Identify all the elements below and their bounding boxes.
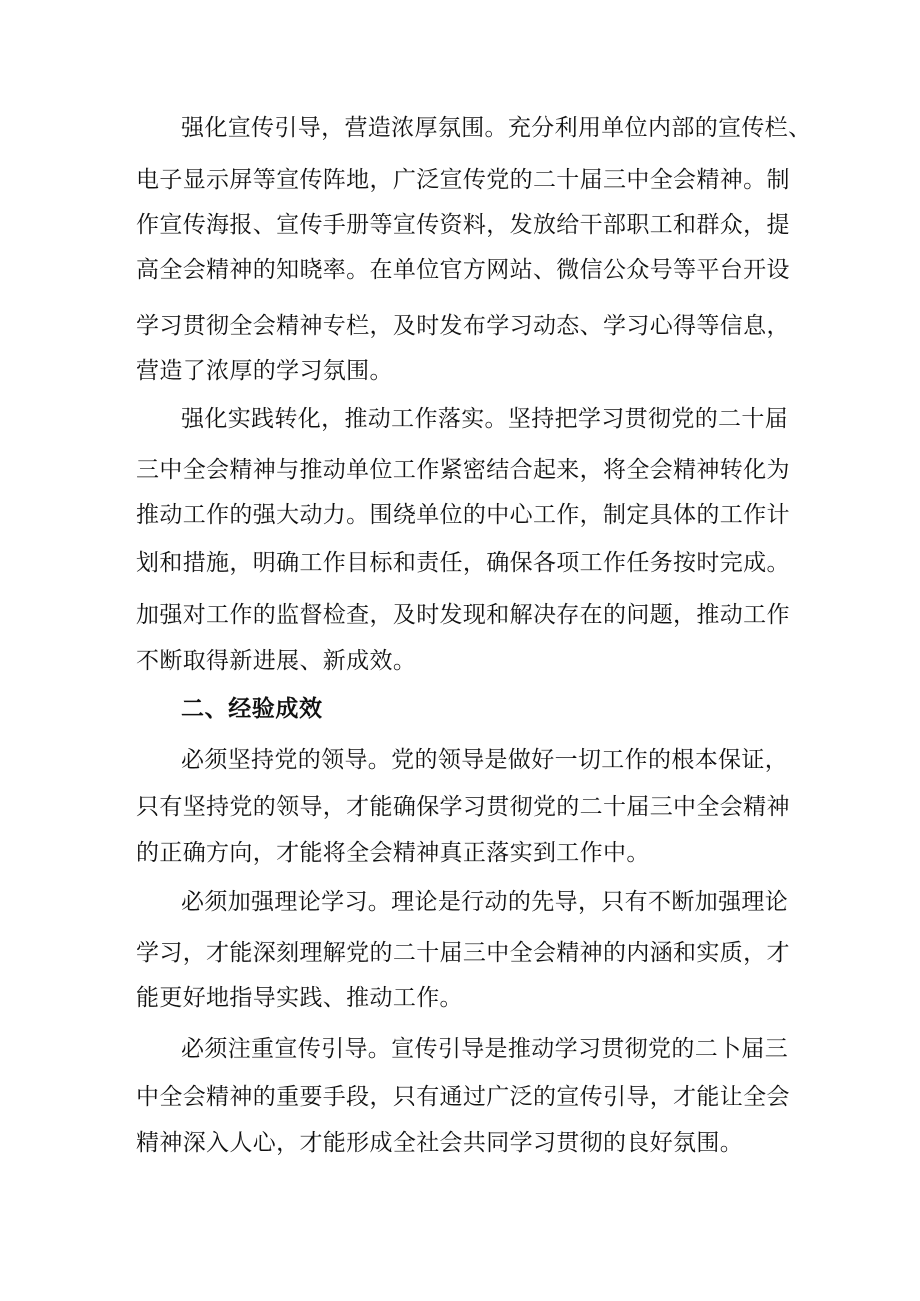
paragraph-line: 必须注重宣传引导。宣传引导是推动学习贯彻党的二卜届三: [181, 1036, 789, 1062]
paragraph-line: 学习贯彻全会精神专栏，及时发布学习动态、学习心得等信息，: [136, 313, 790, 339]
paragraph-line: 的正确方向，才能将全会精神真正落实到工作中。: [136, 840, 650, 866]
paragraph-line: 只有坚持党的领导，才能确保学习贯彻党的二十届三中全会精神: [136, 794, 790, 820]
paragraph-line: 不断取得新进展、新成效。: [136, 648, 417, 674]
paragraph-line: 营造了浓厚的学习氛围。: [136, 358, 393, 384]
paragraph-line: 划和措施，明确工作目标和责任，确保各项工作任务按时完成。: [136, 550, 790, 576]
paragraph-line: 中全会精神的重要手段，只有通过广泛的宣传引导，才能让全会: [136, 1084, 790, 1110]
paragraph-line: 必须加强理论学习。理论是行动的先导，只有不断加强理论: [181, 889, 789, 915]
paragraph-line: 三中全会精神与推动单位工作紧密结合起来，将全会精神转化为: [136, 457, 790, 483]
paragraph-line: 学习，才能深刻理解党的二十届三中全会精神的内涵和实质，才: [136, 940, 790, 966]
paragraph-line: 必须坚持党的领导。党的领导是做好一切工作的根本保证，: [181, 747, 789, 773]
paragraph-line: 高全会精神的知晓率。在单位官方网站、微信公众号等平台开设: [136, 257, 790, 283]
paragraph-line: 推动工作的强大动力。围绕单位的中心工作，制定具体的工作计: [136, 502, 790, 528]
paragraph-line: 强化宣传引导，营造浓厚氛围。充分利用单位内部的宣传栏、: [181, 115, 812, 141]
paragraph-line: 电子显示屏等宣传阵地，广泛宣传党的二十届三中全会精神。制: [136, 167, 790, 193]
paragraph-line: 能更好地指导实践、推动工作。: [136, 985, 463, 1011]
paragraph-line: 加强对工作的监督检查，及时发现和解决存在的问题，推动工作: [136, 602, 790, 628]
section-heading: 二、经验成效: [181, 696, 323, 722]
paragraph-line: 作宣传海报、宣传手册等宣传资料，发放给干部职工和群众，提: [136, 212, 790, 238]
paragraph-line: 精神深入人心，才能形成全社会共同学习贯彻的良好氛围。: [136, 1130, 744, 1156]
paragraph-line: 强化实践转化，推动工作落实。坚持把学习贯彻党的二十届: [181, 406, 789, 432]
